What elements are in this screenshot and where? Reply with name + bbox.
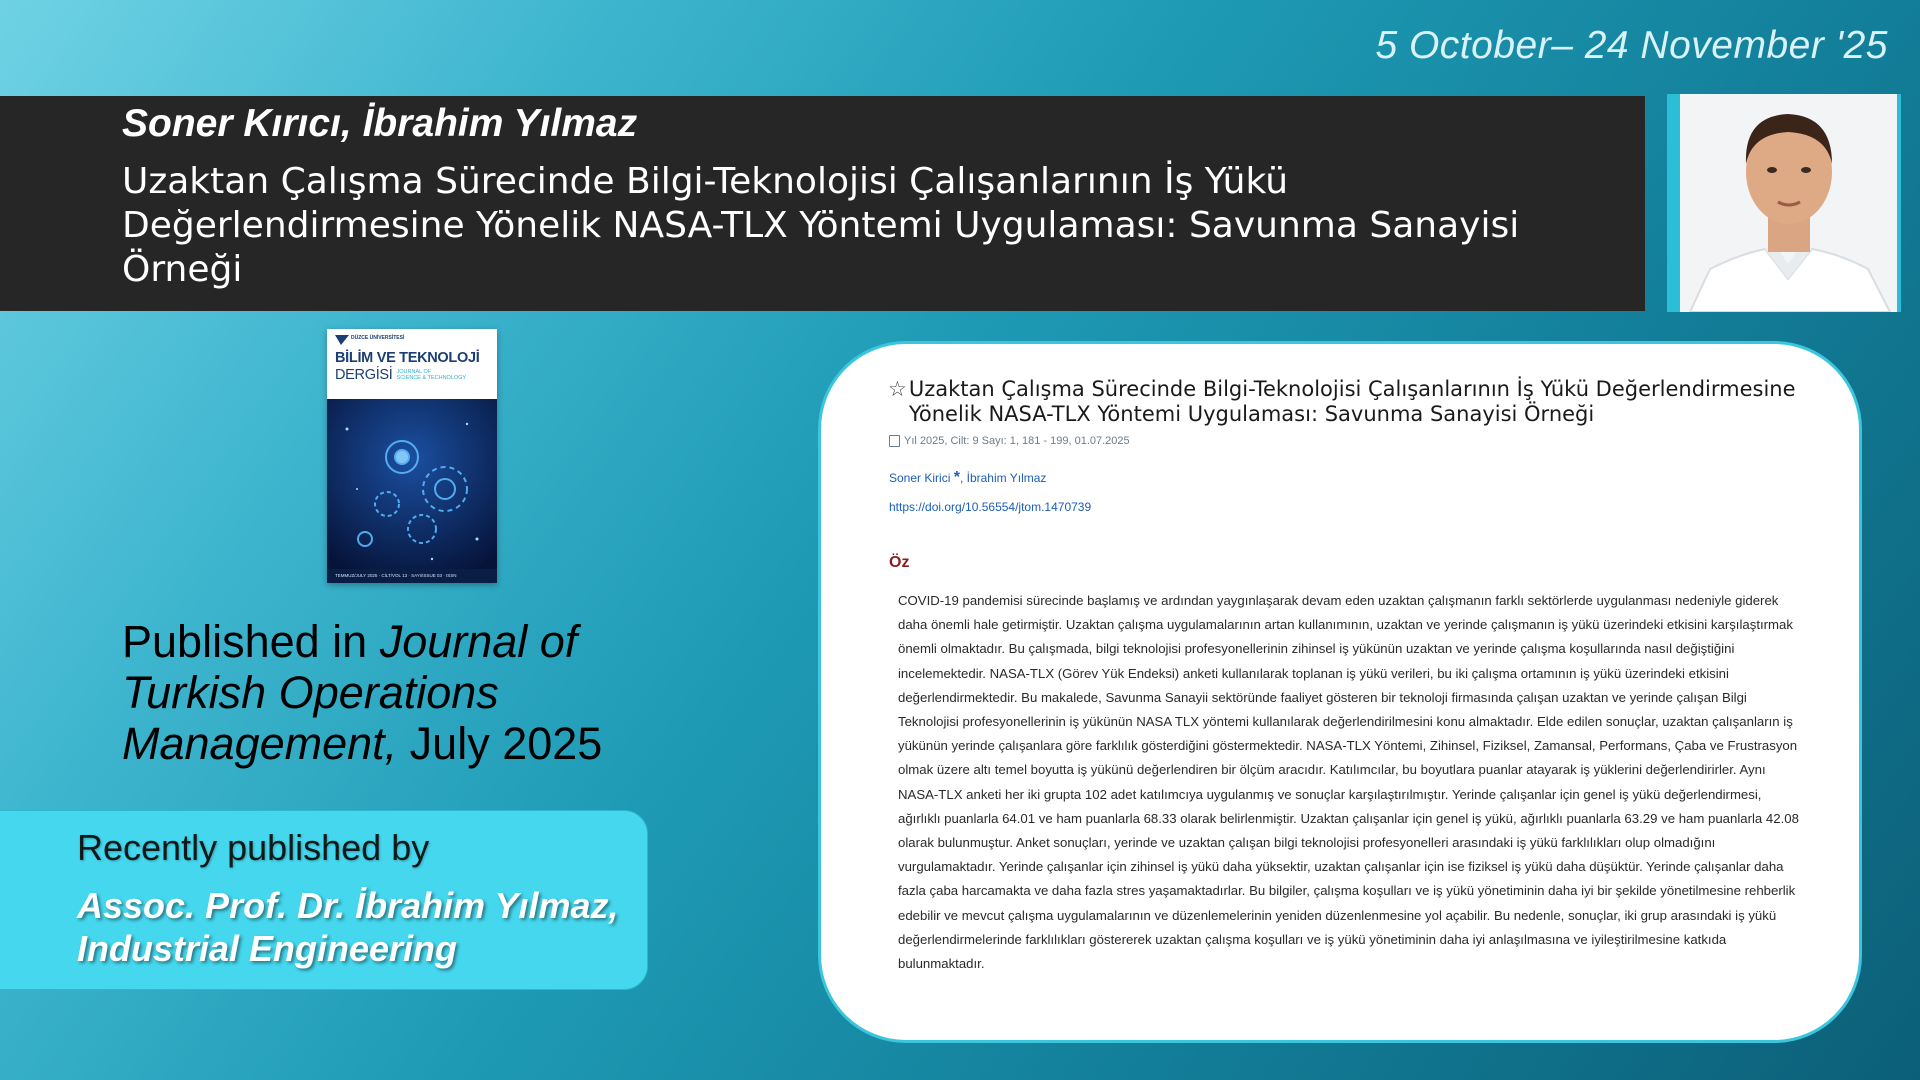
cover-title-2: DERGİSİ (335, 367, 393, 383)
journal-logo-icon (335, 335, 349, 345)
journal-cover (327, 329, 497, 583)
recent-author-line1: Assoc. Prof. Dr. İbrahim Yılmaz, (77, 885, 619, 926)
author-link-1[interactable]: Soner Kirici (889, 471, 951, 485)
abstract-text: COVID-19 pandemisi sürecinde başlamış ve ardından yaygınlaşarak devam eden uzaktan çalışmanın farklı sektörlerde uygulanması nedeniyle giderek daha önemli hale getirmiştir. Uzaktan çalışma uygulamalarının artan kullanımının, uzaktan ve yerinde çalışmanın iş yükü üzerindeki etkisini karşılaştırmak önemli olmaktadır. Bu çalışmada, bilgi teknolojisi profesyonellerinin zihinsel iş yükünün uzaktan ve yerinde çalışma koşullarında nasıl değiştiğini incelemektedir. NASA-TLX (Görev Yük Endeksi) anketi kullanılarak toplanan iş yükü verileri, bu iki çalışma ortamının iş yükü üzerindeki etkisini değerlendirmektedir. Bu makalede, Savunma Sanayii sektöründe faaliyet gösteren bir teknoloji firmasında çalışan uzaktan ve yerinde çalışan Bilgi Teknolojisi profesyonellerinin iş yükünün NASA TLX yöntemi kullanılarak değerlendirilmesini konu almaktadır. Elde edilen sonuçlar, uzaktan çalışanların iş yükünün yerinde çalışanlara göre farklılık gösterdiğini göstermektedir. NASA-TLX Yöntemi, Zihinsel, Fiziksel, Zamansal, Performans, Çaba ve Frustrasyon olmak üzere altı temel boyutta iş yükünü değerlendiren bir ölçüm aracıdır. Katılımcılar, bu boyutlara puanlar atayarak iş yüklerini değerlendirirler. Aynı NASA-TLX anketi her iki grupta 102 adet katılımcıya uygulanmış ve sonuçlar karşılaştırılmıştır. Yerinde çalışanlar için genel iş yükü değerlendirmesi, ağırlıklı puanlarla 64.01 ve ham puanlarla 68.33 olarak belirlenmiştir. Uzaktan çalışanlar için genel iş yükü, ağırlıklı puanlarla 63.29 ve ham puanlarla 42.08 olarak bulunmuştur. Anket sonuçları, yerinde ve uzaktan çalışan bilgi teknolojisi profesyonelleri arasındaki iş yükü farklılıkları olup olmadığını vurgulamaktadır. Yerinde çalışanlar için zihinsel iş yükü daha yüksektir, uzaktan çalışanlar için ise fiziksel iş yükü daha düşüktür. Yerinde çalışanlar daha fazla çaba harcamakta ve daha fazla stres yaşamaktadırlar. Bu bilgiler, çalışma koşulları ve iş yükü yönetiminin daha iyi bir şekilde yönetilmesine rehberlik edebilir ve mevcut çalışma uygulamalarının ve düzenlemelerinin yeniden düzenlenmesine yol açabilir. Bu nedenle, sonuçlar, iki grup arasındaki iş yükü değerlendirmelerinde farklılıkları göstererek uzaktan çalışma koşulları ve iş yükü yönetiminin daha iyi anlaşılmasına ve iyileştirilmesine katkıda bulunmaktadır. (898, 593, 1799, 972)
article-title-heading: Uzaktan Çalışma Sürecinde Bilgi-Teknolojisi Çalışanlarının İş Yükü Değerlendirmesine Yönelik NASA-TLX Yöntemi Uygulaması: Savunma Sanayisi Örneği (122, 161, 1520, 290)
published-date: July 2025 (397, 718, 603, 769)
cover-brand: DÜZCE ÜNİVERSİTESİ (351, 335, 405, 341)
cover-subtitle-2: SCIENCE & TECHNOLOGY (396, 375, 467, 381)
author-link-2[interactable]: , İbrahim Yılmaz (959, 471, 1047, 485)
abstract-heading: Öz (889, 554, 910, 571)
author-photo (1680, 94, 1897, 312)
recent-author-name (77, 884, 619, 970)
article-meta (889, 435, 1130, 447)
recently-published-label: Recently published by (77, 827, 430, 868)
copy-icon[interactable] (889, 435, 900, 447)
article-meta-text: Yıl 2025, Cilt: 9 Sayı: 1, 181 - 199, 01.07.2025 (904, 435, 1130, 447)
cover-gears-illustration (327, 399, 497, 569)
article-title-text: Uzaktan Çalışma Sürecinde Bilgi-Teknolojisi Çalışanlarının İş Yükü Değerlendirmesine Yönelik NASA-TLX Yöntemi Uygulaması: Savunma Sanayisi Örneği (908, 377, 1796, 426)
cover-footer: TEMMUZ/JULY 2025 · CİLT/VOL 13 · SAYI/ISSUE 03 · ISSN (327, 569, 497, 583)
journal-name: Journal of Turkish Operations Management, (122, 616, 578, 769)
corresponding-author-icon: * (953, 469, 960, 486)
star-icon[interactable]: ☆ (888, 377, 907, 401)
article-authors (889, 469, 1046, 487)
authors-heading: Soner Kırıcı, İbrahim Yılmaz (122, 102, 638, 145)
article-page-title (888, 377, 1808, 427)
published-prefix: Published in (122, 616, 380, 667)
published-in-text (122, 616, 682, 769)
cover-subtitle-1: JOURNAL OF (396, 369, 432, 375)
cover-title: BİLİM VE TEKNOLOJİ (335, 350, 480, 366)
date-range: 5 October– 24 November '25 (1375, 24, 1888, 67)
recent-author-line2: Industrial Engineering (77, 928, 458, 969)
doi-link[interactable]: https://doi.org/10.56554/jtom.1470739 (889, 500, 1092, 514)
